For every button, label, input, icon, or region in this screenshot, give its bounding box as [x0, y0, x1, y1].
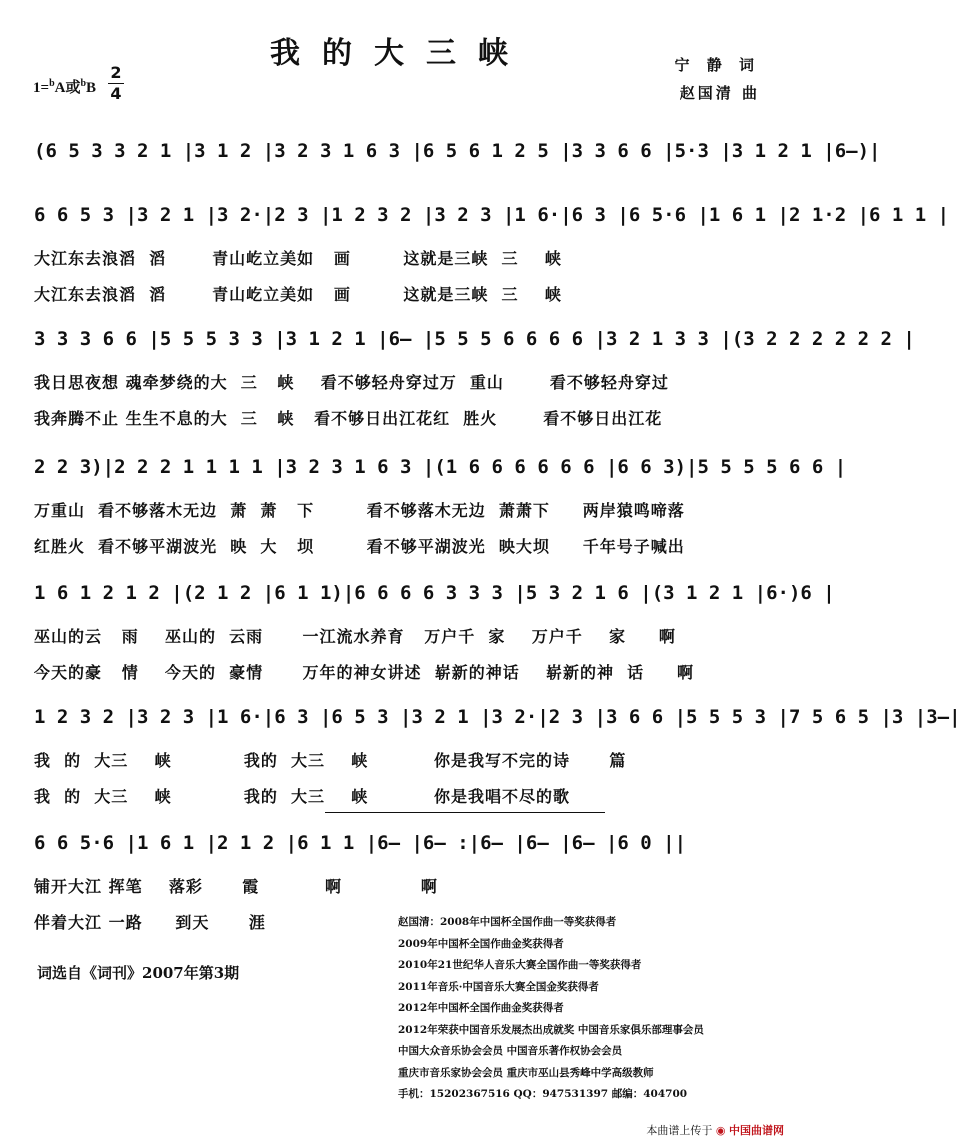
lyrics-verse-1: 大江东去浪滔 滔 青山屹立美如 画 这就是三峡 三 峡 — [34, 249, 562, 268]
lyrics-verse-2: 伴着大江 一路 到天 涯 — [34, 913, 266, 932]
notation-line: 6 6 5 3 |3 2 1 |3 2·|2 3 |1 2 3 2 |3 2 3 |1 6·|6 3 |6 5·6 |1 6 1 |2 1·2 |6 1 1 | — [34, 204, 950, 226]
time-top: 2 — [110, 63, 122, 82]
lyrics-verse-1: 万重山 看不够落木无边 萧 萧 下 看不够落木无边 萧萧下 两岸猿鸣啼落 — [34, 501, 685, 520]
lyrics-verse-1: 我 的 大三 峡 我的 大三 峡 你是我写不完的诗 篇 — [34, 751, 627, 770]
key-label: A或 — [54, 80, 81, 96]
key-prefix: 1= — [33, 80, 50, 96]
lyrics-verse-1: 铺开大江 挥笔 落彩 霞 啊 啊 — [34, 877, 438, 896]
bio-line: 中国大众音乐协会会员 中国音乐著作权协会会员 — [398, 1045, 623, 1057]
watermark-footer — [646, 1122, 784, 1138]
bio-line: 2009年中国杯全国作曲金奖获得者 — [398, 937, 564, 950]
lyrics-verse-1: 我日思夜想 魂牵梦绕的大 三 峡 看不够轻舟穿过万 重山 看不够轻舟穿过 — [34, 373, 669, 392]
bio-line: 赵国清：2008年中国杯全国作曲一等奖获得者 — [398, 916, 617, 928]
lyrics-verse-2: 今天的豪 情 今天的 豪情 万年的神女讲述 崭新的神话 崭新的神 话 啊 — [34, 663, 694, 682]
notation-line: 2 2 3)|2 2 2 1 1 1 1 |3 2 3 1 6 3 |(1 6 6 6 6 6 6 |6 6 3)|5 5 5 5 6 6 | — [34, 456, 847, 478]
time-bottom: 4 — [110, 84, 122, 103]
bio-line: 2010年21世纪华人音乐大赛全国作曲一等奖获得者 — [398, 959, 642, 971]
score-system-2 — [34, 200, 950, 330]
flat-sign: b — [49, 78, 55, 89]
site-logo-icon: ◉ — [715, 1124, 726, 1137]
notation-line: 3 3 3 6 6 |5 5 5 3 3 |3 1 2 1 |6— |5 5 5 6 6 6 6 |3 2 1 3 3 |(3 2 2 2 2 2 2 | — [34, 328, 915, 350]
key-signature — [33, 76, 96, 97]
lyrics-verse-1: 巫山的云 雨 巫山的 云雨 一江流水养育 万户千 家 万户千 家 啊 — [34, 627, 676, 646]
score-system-3 — [34, 324, 915, 454]
notation-line: 1 6 1 2 1 2 |(2 1 2 |6 1 1)|6 6 6 6 3 3 3 |5 3 2 1 6 |(3 1 2 1 |6·)6 | — [34, 582, 835, 604]
flat-sign-2: b — [80, 78, 87, 89]
key-label-2: B — [86, 80, 97, 96]
score-system-5 — [34, 578, 835, 708]
notation-line: 6 6 5·6 |1 6 1 |2 1 2 |6 1 1 |6— |6— :|6— |6— |6— |6 0 || — [34, 832, 687, 854]
lyrics-source-note: 词选自《词刊》2007年第3期 — [37, 964, 240, 982]
song-title: 我的大三峡 — [270, 36, 530, 71]
time-signature — [108, 64, 124, 103]
volta-bracket — [325, 812, 605, 814]
composer-credit: 赵国清 曲 — [679, 84, 760, 102]
notation-line: 1 2 3 2 |3 2 3 |1 6·|6 3 |6 5 3 |3 2 1 |3 2·|2 3 |3 6 6 |5 5 5 3 |7 5 6 5 |3 |3—| — [34, 706, 961, 728]
footer-prefix: 本曲谱上传于 — [646, 1124, 713, 1137]
composer-bio — [398, 912, 768, 1106]
lyrics-verse-2: 红胜火 看不够平湖波光 映 大 坝 看不够平湖波光 映大坝 千年号子喊出 — [34, 537, 685, 556]
lyrics-verse-2: 大江东去浪滔 滔 青山屹立美如 画 这就是三峡 三 峡 — [34, 285, 562, 304]
notation-line: (6 5 3 3 2 1 |3 1 2 |3 2 3 1 6 3 |6 5 6 1 2 5 |3 3 6 6 |5·3 |3 1 2 1 |6—)| — [34, 140, 881, 162]
lyrics-verse-2: 我奔腾不止 生生不息的大 三 峡 看不够日出江花红 胜火 看不够日出江花 — [34, 409, 663, 428]
bio-line: 2011年音乐·中国音乐大赛全国金奖获得者 — [398, 980, 599, 993]
score-system-4 — [34, 452, 847, 582]
bio-line: 手机：15202367516 QQ：947531397 邮编：404700 — [398, 1088, 688, 1100]
bio-line: 2012年中国杯全国作曲金奖获得者 — [398, 1002, 564, 1014]
site-brand[interactable]: 中国曲谱网 — [729, 1124, 784, 1137]
bio-line: 2012年荣获中国音乐发展杰出成就奖 中国音乐家俱乐部理事会员 — [398, 1023, 704, 1036]
bio-line: 重庆市音乐家协会会员 重庆市巫山县秀峰中学高级教师 — [398, 1066, 654, 1079]
lyrics-verse-2: 我 的 大三 峡 我的 大三 峡 你是我唱不尽的歌 — [34, 787, 570, 806]
lyricist-credit: 宁 静 词 — [674, 56, 760, 74]
